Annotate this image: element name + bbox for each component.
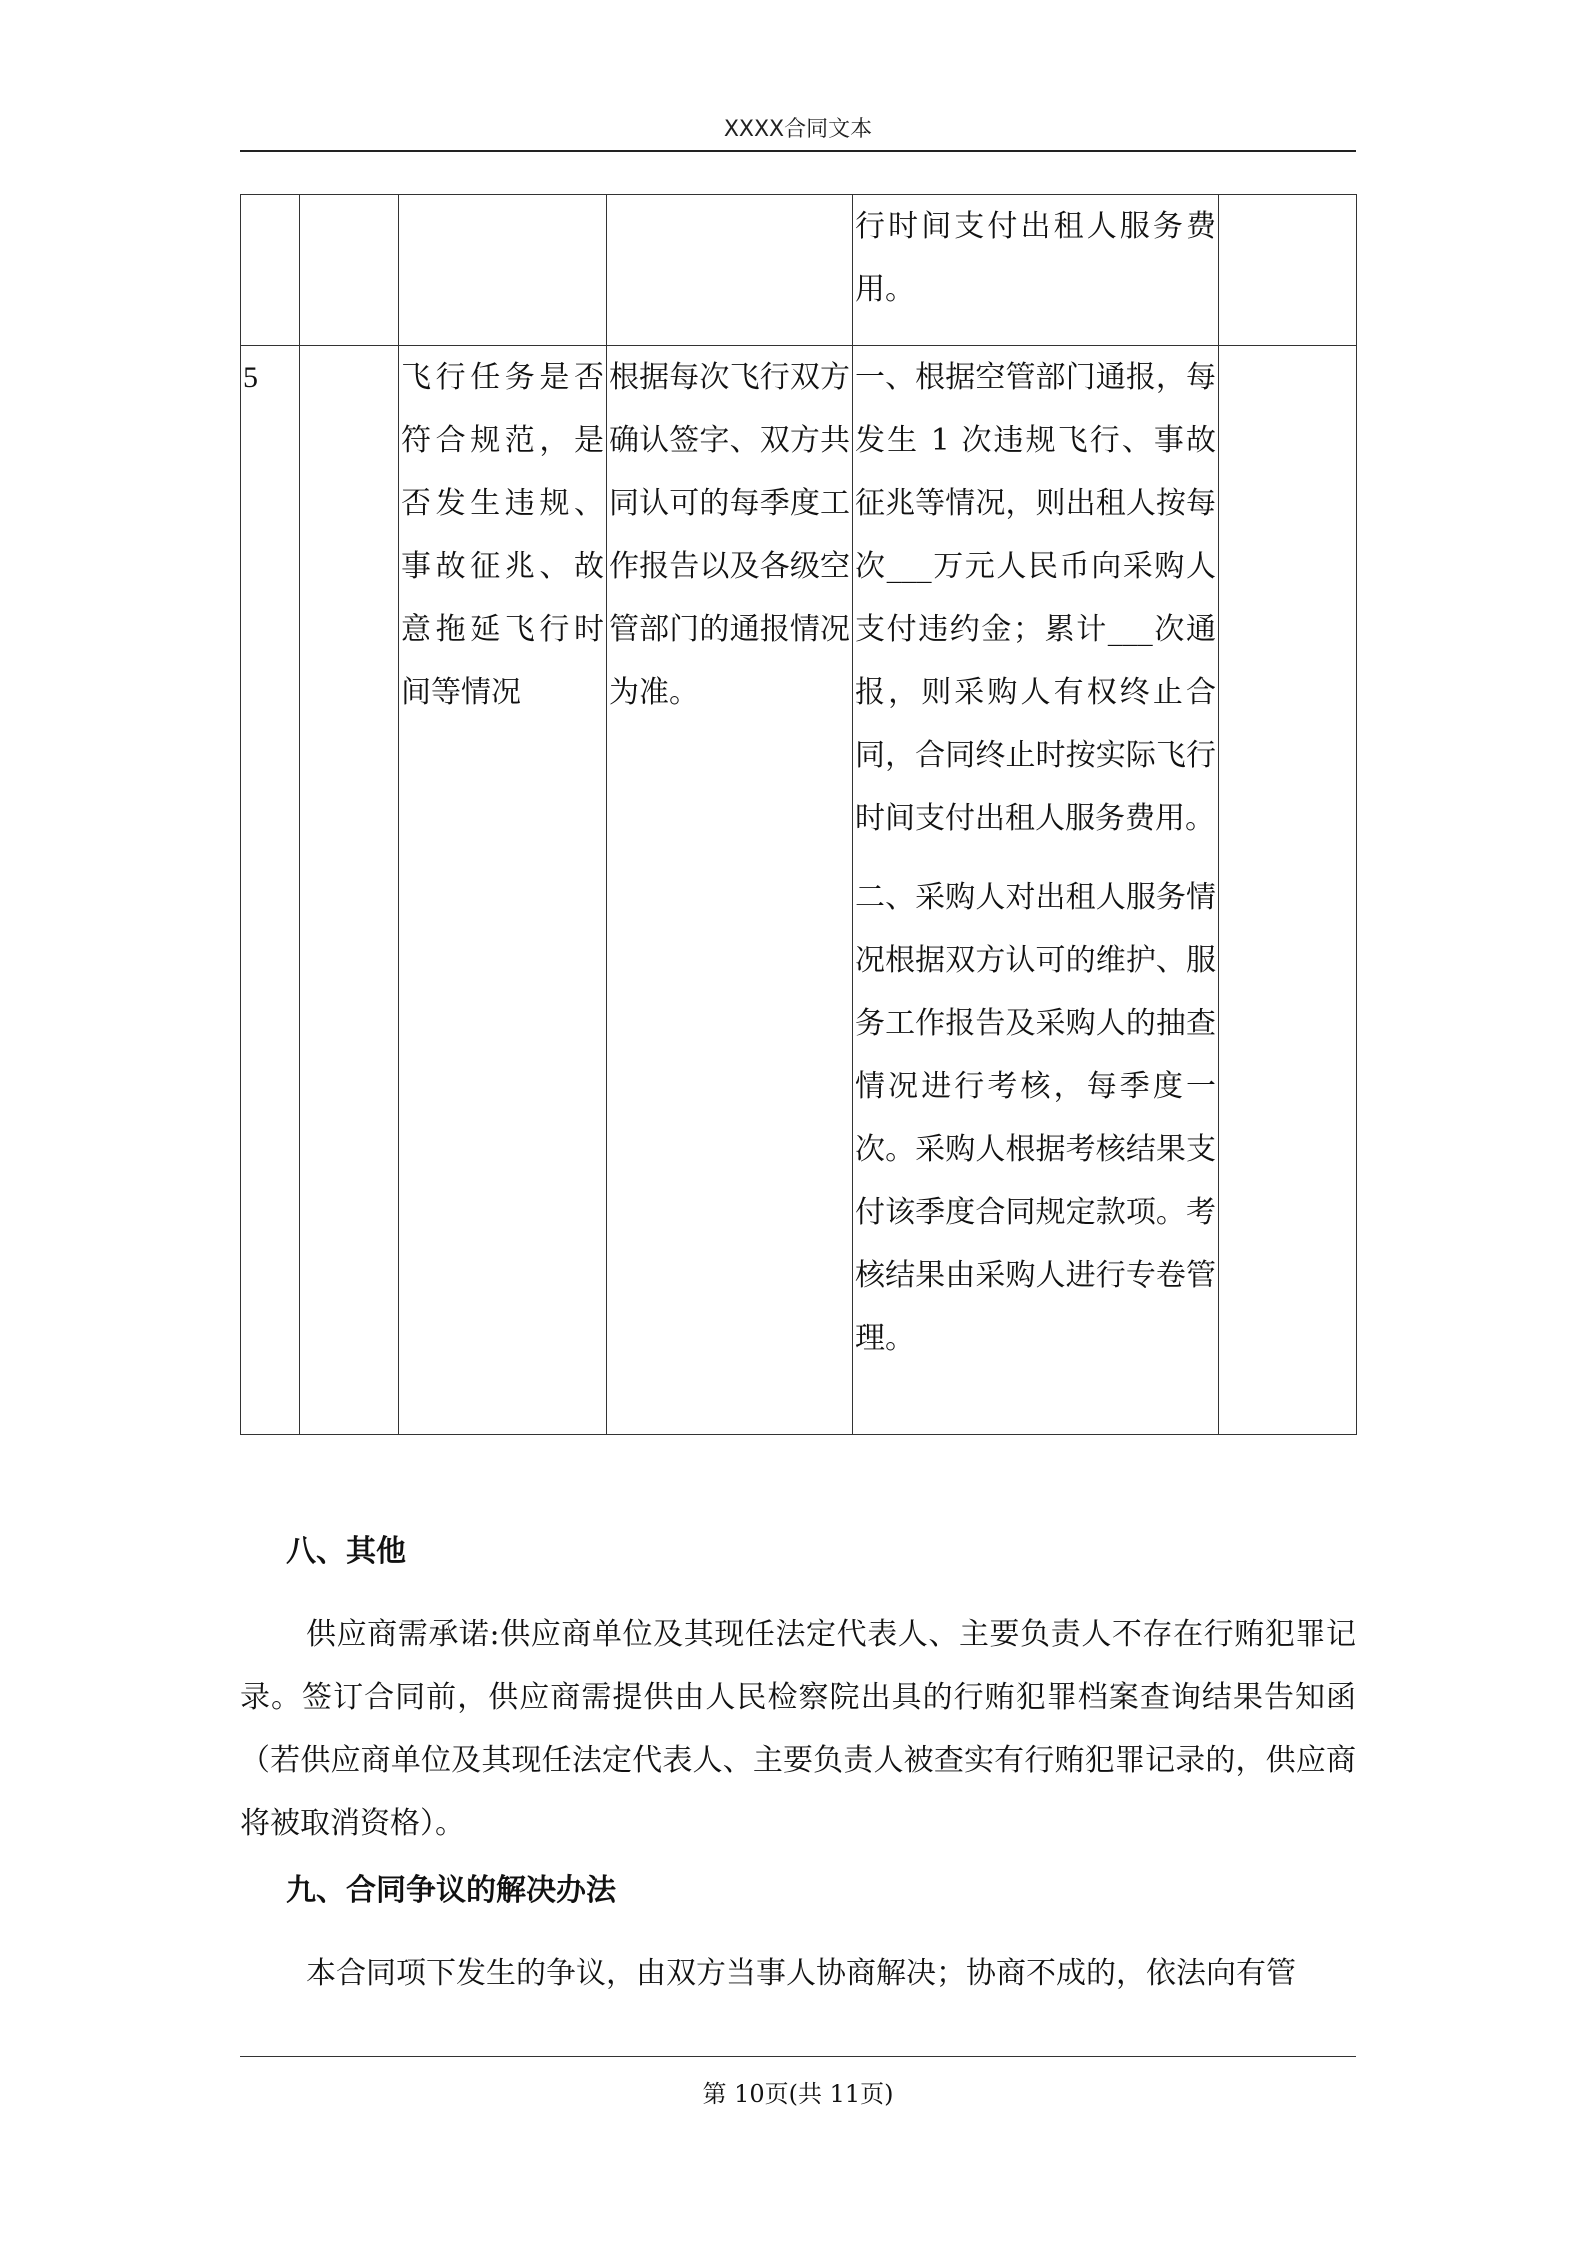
table-row-5 <box>241 346 1357 1435</box>
table-cell-basis: 根据每次飞行双方确认签字、双方共同认可的每季度工作报告以及各级空管部门的通报情况为准。 <box>607 346 853 1435</box>
table-row-continuation <box>241 195 1357 346</box>
table-cell-category <box>300 346 399 1435</box>
table-cell-remark <box>1219 346 1357 1435</box>
table-cell-item <box>399 195 607 346</box>
penalty-clause-2: 二、采购人对出租人服务情况根据双方认可的维护、服务工作报告及采购人的抽查情况进行考核，每季度一次。采购人根据考核结果支付该季度合同规定款项。考核结果由采购人进行专卷管理。 <box>855 880 1216 1356</box>
table-cell-remark <box>1219 195 1357 346</box>
section-paragraph-other: 供应商需承诺:供应商单位及其现任法定代表人、主要负责人不存在行贿犯罪记录。签订合同前，供应商需提供由人民检察院出具的行贿犯罪档案查询结果告知函（若供应商单位及其现任法定代表人、主要负责人被查实有行贿犯罪记录的，供应商将被取消资格）。 <box>240 1617 1356 1841</box>
section-heading-dispute: 九、合同争议的解决办法 <box>286 1873 616 1908</box>
table-cell-number: 5 <box>241 346 300 1435</box>
section-paragraph-dispute: 本合同项下发生的争议，由双方当事人协商解决；协商不成的，依法向有管 <box>306 1956 1296 1991</box>
table-cell-item: 飞行任务是否符合规范，是否发生违规、事故征兆、故意拖延飞行时间等情况 <box>399 346 607 1435</box>
table-cell-penalty: 行时间支付出租人服务费用。 <box>853 195 1219 346</box>
page-number: 第 10页(共 11页) <box>702 2080 894 2108</box>
document-header-title: XXXX合同文本 <box>723 117 873 142</box>
table-cell-penalty <box>853 346 1219 1435</box>
section-heading-other: 八、其他 <box>286 1534 406 1569</box>
footer-divider <box>240 2056 1356 2057</box>
table-cell-basis <box>607 195 853 346</box>
assessment-table <box>240 194 1357 1435</box>
table-cell-number <box>241 195 300 346</box>
table-cell-category <box>300 195 399 346</box>
header-divider <box>240 150 1356 152</box>
penalty-clause-1: 一、根据空管部门通报，每发生 1 次违规飞行、事故征兆等情况，则出租人按每次___万元人民币向采购人支付违约金；累计___次通报，则采购人有权终止合同，合同终止时按实际飞行时间支付出租人服务费用。 <box>855 360 1216 836</box>
